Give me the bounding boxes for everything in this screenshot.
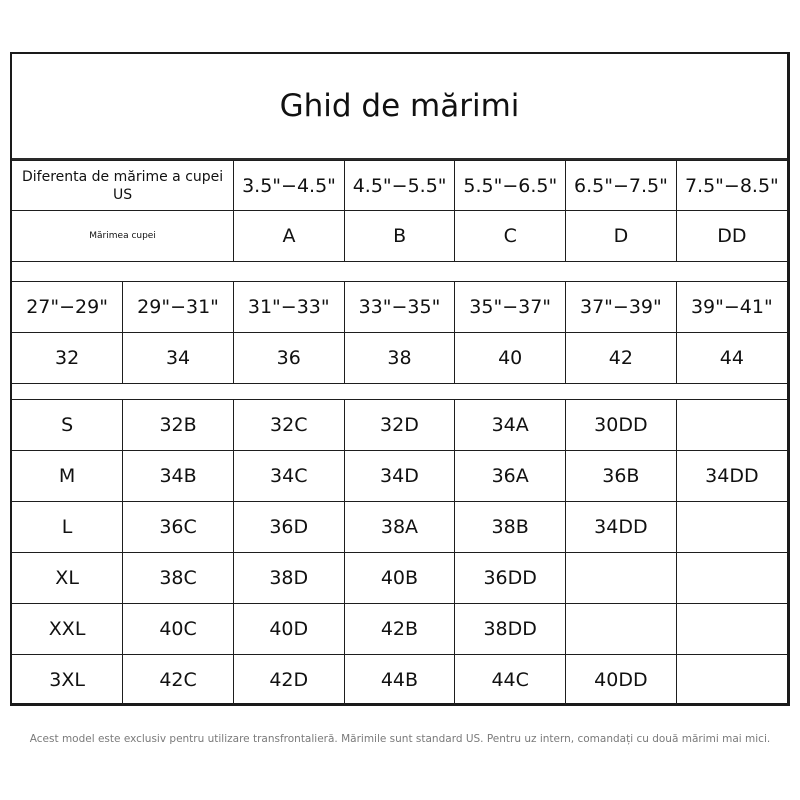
size-cell: 34D <box>344 451 455 502</box>
band-size-cell: 38 <box>344 333 455 384</box>
underbust-cell: 33"−35" <box>344 282 455 333</box>
band-size-table <box>12 281 787 384</box>
size-cell: 44B <box>344 655 455 706</box>
size-cell: 34B <box>123 451 234 502</box>
cup-difference-table <box>12 160 787 262</box>
size-cell: 36A <box>455 451 566 502</box>
cup-size-cell: DD <box>676 211 787 262</box>
spacer-row <box>12 383 787 399</box>
size-cell <box>676 604 787 655</box>
size-cell <box>676 655 787 706</box>
size-cell <box>676 553 787 604</box>
size-cell: 34C <box>233 451 344 502</box>
size-cell: 42C <box>123 655 234 706</box>
size-cell: 38C <box>123 553 234 604</box>
band-size-cell: 44 <box>676 333 787 384</box>
cup-difference-cell: 4.5"−5.5" <box>344 161 455 211</box>
size-cell: 32B <box>123 400 234 451</box>
size-row-xl <box>12 553 787 604</box>
cup-size-cell: A <box>234 211 345 262</box>
band-size-cell: 36 <box>233 333 344 384</box>
cup-difference-row <box>12 161 787 211</box>
size-cell <box>566 553 677 604</box>
size-row-s <box>12 400 787 451</box>
size-cell <box>676 400 787 451</box>
footnote: Acest model este exclusiv pentru utilizare transfrontalieră. Mărimile sunt standard US. Pentru uz intern, comandați cu două mărimi mai mici. <box>29 733 771 745</box>
size-cell: 40D <box>233 604 344 655</box>
band-size-cell: 40 <box>455 333 566 384</box>
size-cell: 38A <box>344 502 455 553</box>
underbust-cell: 35"−37" <box>455 282 566 333</box>
size-row-l <box>12 502 787 553</box>
cup-size-cell: B <box>344 211 455 262</box>
size-row-3xl <box>12 655 787 706</box>
size-cell: 42B <box>344 604 455 655</box>
size-label: S <box>12 400 123 451</box>
size-cell: 42D <box>233 655 344 706</box>
size-cell: 36DD <box>455 553 566 604</box>
underbust-row <box>12 282 787 333</box>
size-guide-frame <box>10 52 790 706</box>
cup-size-row <box>12 211 787 262</box>
cup-size-cell: D <box>566 211 677 262</box>
size-label: L <box>12 502 123 553</box>
size-cell <box>676 502 787 553</box>
cup-difference-cell: 6.5"−7.5" <box>566 161 677 211</box>
size-conversion-table <box>12 399 787 705</box>
size-label: M <box>12 451 123 502</box>
size-cell: 32D <box>344 400 455 451</box>
underbust-cell: 27"−29" <box>12 282 123 333</box>
size-cell: 36D <box>233 502 344 553</box>
size-cell: 34DD <box>566 502 677 553</box>
cup-difference-cell: 3.5"−4.5" <box>234 161 345 211</box>
cup-difference-cell: 7.5"−8.5" <box>676 161 787 211</box>
size-label: 3XL <box>12 655 123 706</box>
size-label: XL <box>12 553 123 604</box>
underbust-cell: 29"−31" <box>123 282 234 333</box>
band-size-row <box>12 333 787 384</box>
size-cell: 34DD <box>676 451 787 502</box>
size-cell: 34A <box>455 400 566 451</box>
size-cell: 32C <box>233 400 344 451</box>
size-cell: 30DD <box>566 400 677 451</box>
underbust-cell: 31"−33" <box>233 282 344 333</box>
size-cell: 38DD <box>455 604 566 655</box>
underbust-cell: 39"−41" <box>676 282 787 333</box>
size-cell: 40DD <box>566 655 677 706</box>
band-size-cell: 34 <box>123 333 234 384</box>
spacer-row <box>12 263 787 281</box>
cup-difference-cell: 5.5"−6.5" <box>455 161 566 211</box>
size-cell <box>566 604 677 655</box>
band-size-cell: 42 <box>566 333 677 384</box>
size-cell: 38B <box>455 502 566 553</box>
cup-size-label: Mărimea cupei <box>12 211 234 262</box>
size-label: XXL <box>12 604 123 655</box>
page-title: Ghid de mărimi <box>12 54 787 160</box>
underbust-cell: 37"−39" <box>566 282 677 333</box>
size-cell: 40B <box>344 553 455 604</box>
size-cell: 36C <box>123 502 234 553</box>
band-size-cell: 32 <box>12 333 123 384</box>
size-cell: 36B <box>566 451 677 502</box>
cup-difference-label: Diferenta de mărime a cupei US <box>12 161 234 211</box>
size-cell: 38D <box>233 553 344 604</box>
size-row-xxl <box>12 604 787 655</box>
size-cell: 44C <box>455 655 566 706</box>
size-cell: 40C <box>123 604 234 655</box>
cup-size-cell: C <box>455 211 566 262</box>
size-row-m <box>12 451 787 502</box>
